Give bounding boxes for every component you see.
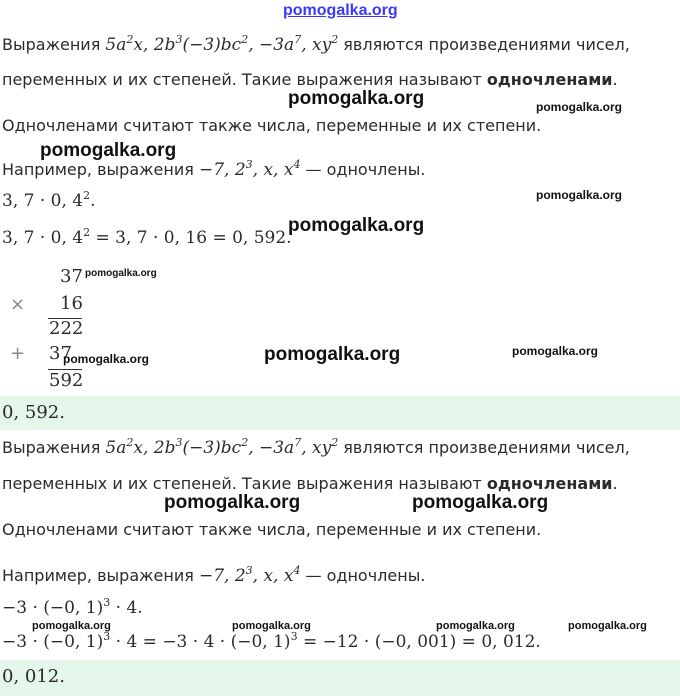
example-line (2, 160, 425, 180)
times-sign: × (10, 294, 26, 315)
intro-line-2 (2, 474, 618, 494)
answer-value: 0, 592. (2, 402, 65, 423)
example-line (2, 566, 425, 586)
watermark: pomogalka.org (63, 352, 150, 366)
column-partial-2: 37 (49, 343, 72, 364)
watermark: pomogalka.org (536, 100, 623, 114)
watermark: pomogalka.org (436, 620, 515, 632)
column-factor-a: 37 (60, 266, 83, 287)
answer-block-2 (0, 660, 680, 696)
watermark: pomogalka.org (288, 215, 425, 236)
intro-prefix: Выражения (2, 438, 101, 457)
watermark: pomogalka.org (232, 620, 311, 632)
intro-line2-end: . (612, 70, 618, 89)
intro-suffix: являются произведениями чисел, (343, 438, 630, 457)
example-formula: −7, $2^3$, x, $x^4$ (198, 158, 301, 180)
watermark: pomogalka.org (85, 268, 157, 279)
example-suffix: — одночлены. (305, 566, 426, 585)
solution-expression: 3, 7 · 0, $4^2 = 3$, 7 · 0, 16 = 0, 592. (2, 226, 292, 248)
solution-expression: −3 · (−0, 1)$^3$ · 4 = −3 · 4 · (−0, 1)$^3$ = −12 · (−0, 001) = 0, 012. (2, 630, 541, 652)
intro-line2-prefix: переменных и их степеней. Такие выражения называют (2, 70, 482, 89)
answer-value: 0, 012. (2, 666, 65, 687)
watermark: pomogalka.org (32, 620, 111, 632)
intro-line-1 (2, 438, 630, 458)
watermark: pomogalka.org (512, 344, 599, 358)
watermark: pomogalka.org (412, 492, 549, 513)
intro-suffix: являются произведениями чисел, (343, 35, 630, 54)
example-formula: −7, $2^3$, x, $x^4$ (198, 564, 301, 586)
example-prefix: Например, выражения (2, 160, 194, 179)
plus-sign: + (10, 343, 26, 364)
watermark-top-link[interactable]: pomogalka.org (283, 2, 398, 19)
column-result: 592 (49, 370, 84, 391)
example-suffix: — одночлены. (305, 160, 426, 179)
intro-line2-term: одночленами (486, 474, 613, 493)
intro-line2-end: . (612, 474, 618, 493)
column-factor-b: 16 (60, 293, 83, 314)
intro-line2-prefix: переменных и их степеней. Такие выражения называют (2, 474, 482, 493)
watermark: pomogalka.org (264, 344, 401, 365)
example-prefix: Например, выражения (2, 566, 194, 585)
task-expression: 3, 7 · 0, $4^2$. (2, 189, 96, 211)
watermark: pomogalka.org (536, 188, 623, 202)
watermark: pomogalka.org (40, 140, 177, 161)
answer-block-1 (0, 396, 680, 430)
watermark: pomogalka.org (164, 492, 301, 513)
task-expression: −3 · (−0, 1)$^3$ · 4. (2, 596, 143, 618)
watermark: pomogalka.org (288, 88, 425, 109)
column-partial-1: 222 (49, 318, 84, 339)
intro-line2-term: одночленами (486, 70, 613, 89)
definition-line: Одночленами считают также числа, переменные и их степени. (2, 116, 542, 135)
intro-line-2 (2, 70, 618, 90)
intro-formula: $5a^2x$, $2b^3(-3)bc^2$, $-3a^7$, $xy^2$ (105, 436, 339, 458)
definition-line: Одночленами считают также числа, переменные и их степени. (2, 520, 542, 539)
intro-line-1 (2, 35, 630, 55)
intro-prefix: Выражения (2, 35, 101, 54)
watermark: pomogalka.org (568, 620, 647, 632)
intro-formula: $5a^2x$, $2b^3(-3)bc^2$, $-3a^7$, $xy^2$ (105, 33, 339, 55)
